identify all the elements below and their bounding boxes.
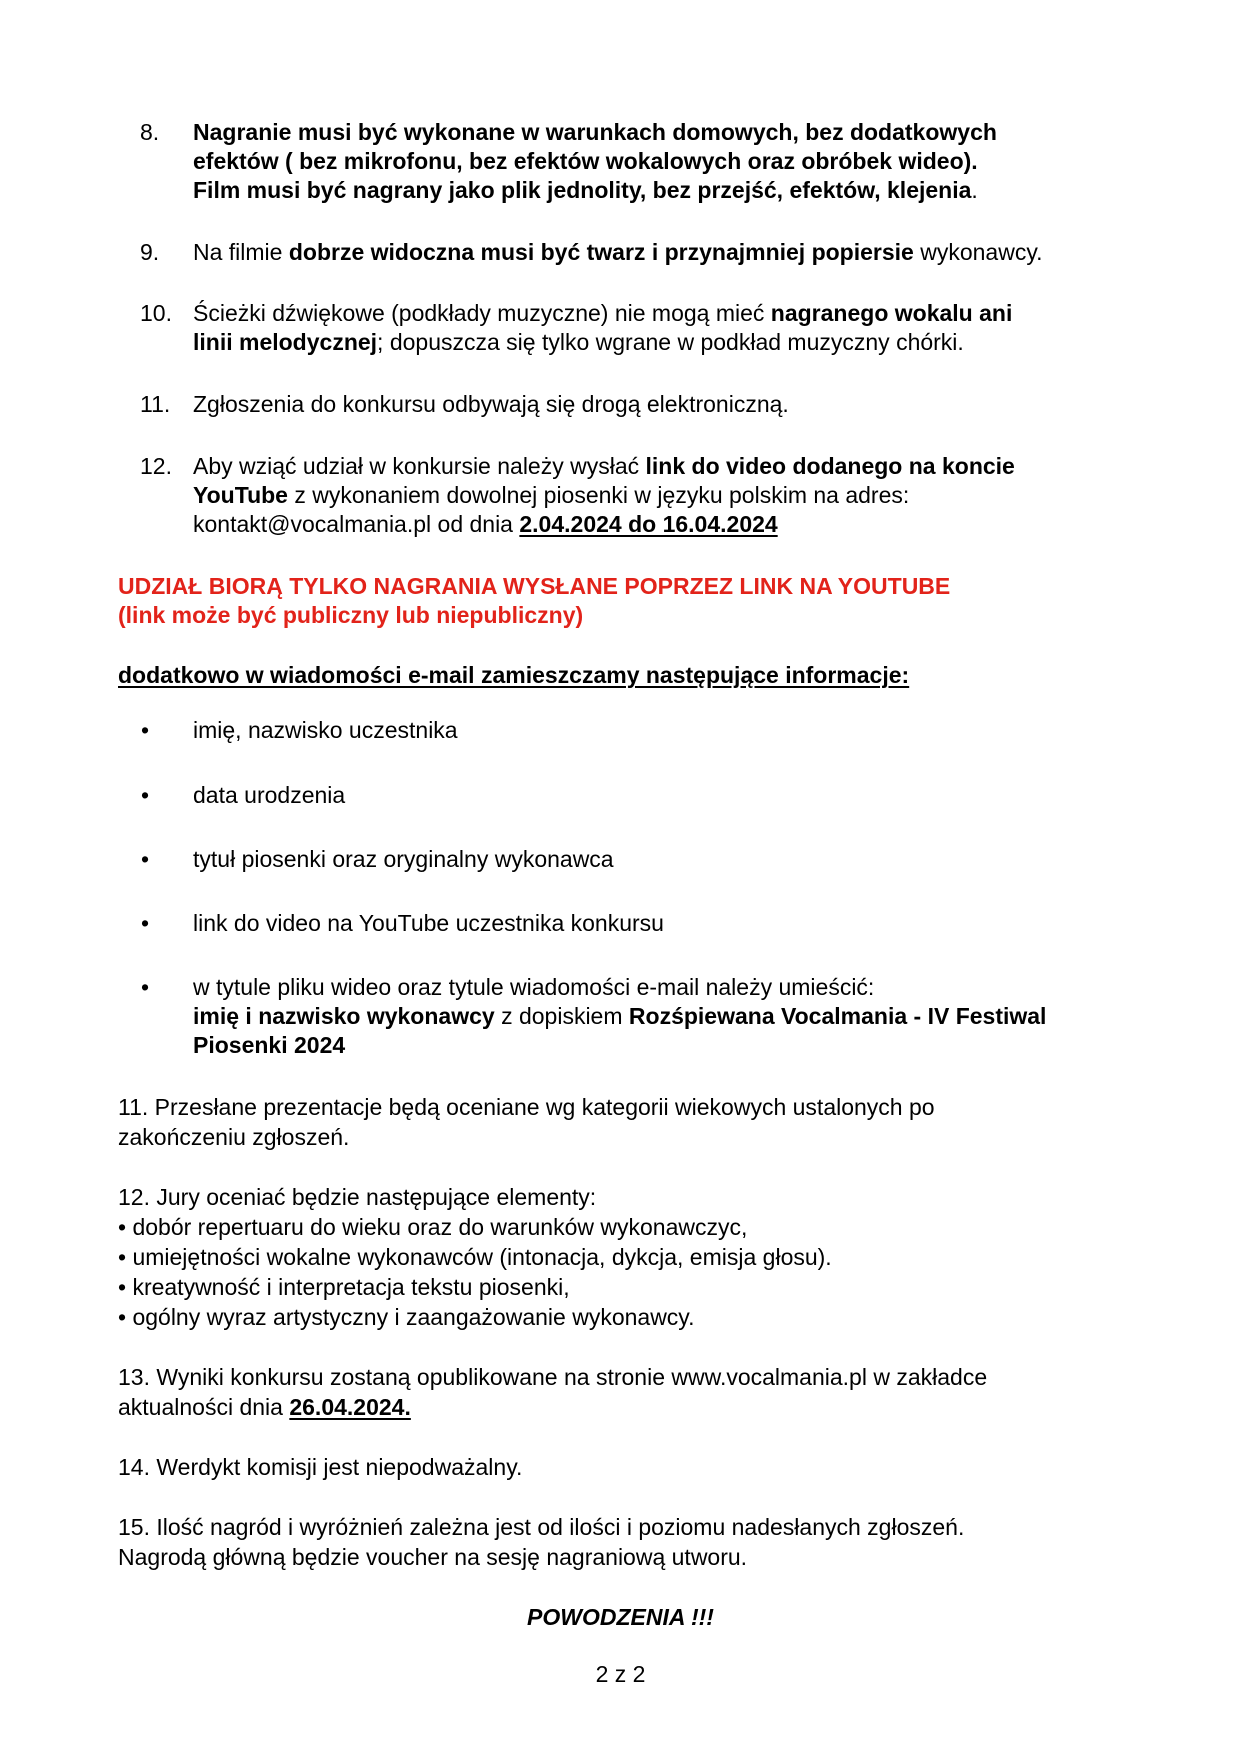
list-item: data urodzenia [193,782,346,808]
rule-11b-line-2: zakończeniu zgłoszeń. [118,1124,350,1150]
list-item-title-line-1: w tytule pliku wideo oraz tytule wiadomości e-mail należy umieścić: [193,974,875,1000]
rule-number: 9. [140,239,160,265]
jury-criterion: • umiejętności wokalne wykonawców (intonacja, dykcja, emisja głosu). [118,1244,832,1270]
rule-11-text: Zgłoszenia do konkursu odbywają się drogą elektroniczną. [193,391,789,417]
info-heading: dodatkowo w wiadomości e-mail zamieszczamy następujące informacje: [118,662,910,688]
list-item: tytuł piosenki oraz oryginalny wykonawca [193,846,614,872]
rule-13-line-1: 13. Wyniki konkursu zostaną opublikowane na stronie www.vocalmania.pl w zakładce [118,1364,988,1390]
rule-15-line-1: 15. Ilość nagród i wyróżnień zależna jest od ilości i poziomu nadesłanych zgłoszeń. [118,1514,965,1540]
rule-8-line-2: efektów ( bez mikrofonu, bez efektów wokalowych oraz obróbek wideo). [193,148,978,174]
closing-text: POWODZENIA !!! [527,1604,714,1630]
rule-number: 12. [140,453,172,479]
bullet-icon: • [141,782,150,808]
rule-9-text: Na filmie dobrze widoczna musi być twarz i przynajmniej popiersie wykonawcy. [193,239,1043,265]
notice-line-1: UDZIAŁ BIORĄ TYLKO NAGRANIA WYSŁANE POPRZEZ LINK NA YOUTUBE [118,573,951,599]
rule-8-line-1: Nagranie musi być wykonane w warunkach domowych, bez dodatkowych [193,119,997,145]
rule-15-line-2: Nagrodą główną będzie voucher na sesję nagraniową utworu. [118,1544,748,1570]
rule-10-line-1: Ścieżki dźwiękowe (podkłady muzyczne) nie mogą mieć nagranego wokalu ani [193,300,1013,326]
page-number: 2 z 2 [595,1661,646,1687]
rule-12-line-3 [193,510,778,539]
rule-8-line-3: Film musi być nagrany jako plik jednolity, bez przejść, efektów, klejenia. [193,177,978,203]
list-item-title-line-2: imię i nazwisko wykonawcy z dopiskiem Rozśpiewana Vocalmania - IV Festiwal [193,1003,1047,1029]
bullet-icon: • [141,717,150,743]
rule-14: 14. Werdykt komisji jest niepodważalny. [118,1454,523,1480]
rule-12-line-2: YouTube z wykonaniem dowolnej piosenki w języku polskim na adres: [193,482,910,508]
notice-line-2: (link może być publiczny lub niepubliczny) [118,602,584,628]
bullet-icon: • [141,846,150,872]
rule-12-line-1: Aby wziąć udział w konkursie należy wysłać link do video dodanego na koncie [193,453,1015,479]
rule-12b-heading: 12. Jury oceniać będzie następujące elementy: [118,1184,597,1210]
results-date: 26.04.2024. [289,1394,411,1420]
bullet-icon: • [141,974,150,1000]
jury-criterion: • dobór repertuaru do wieku oraz do warunków wykonawczyc, [118,1214,748,1240]
list-item-title-line-3: Piosenki 2024 [193,1032,346,1058]
email-address: kontakt@vocalmania.pl od dnia [193,511,520,537]
jury-criterion: • ogólny wyraz artystyczny i zaangażowanie wykonawcy. [118,1304,695,1330]
rule-13-line-2: aktualności dnia 26.04.2024. [118,1394,411,1420]
bullet-icon: • [141,910,150,936]
list-item: link do video na YouTube uczestnika konkursu [193,910,664,936]
rule-number: 10. [140,300,172,326]
rule-10-line-2: linii melodycznej; dopuszcza się tylko wgrane w podkład muzyczny chórki. [193,329,964,355]
submission-dates: 2.04.2024 do 16.04.2024 [519,511,778,537]
list-item: imię, nazwisko uczestnika [193,717,458,743]
jury-criterion: • kreatywność i interpretacja tekstu piosenki, [118,1274,570,1300]
rule-11b-line-1: 11. Przesłane prezentacje będą oceniane wg kategorii wiekowych ustalonych po [118,1094,935,1120]
rule-number: 8. [140,119,160,145]
rule-number: 11. [140,391,171,417]
